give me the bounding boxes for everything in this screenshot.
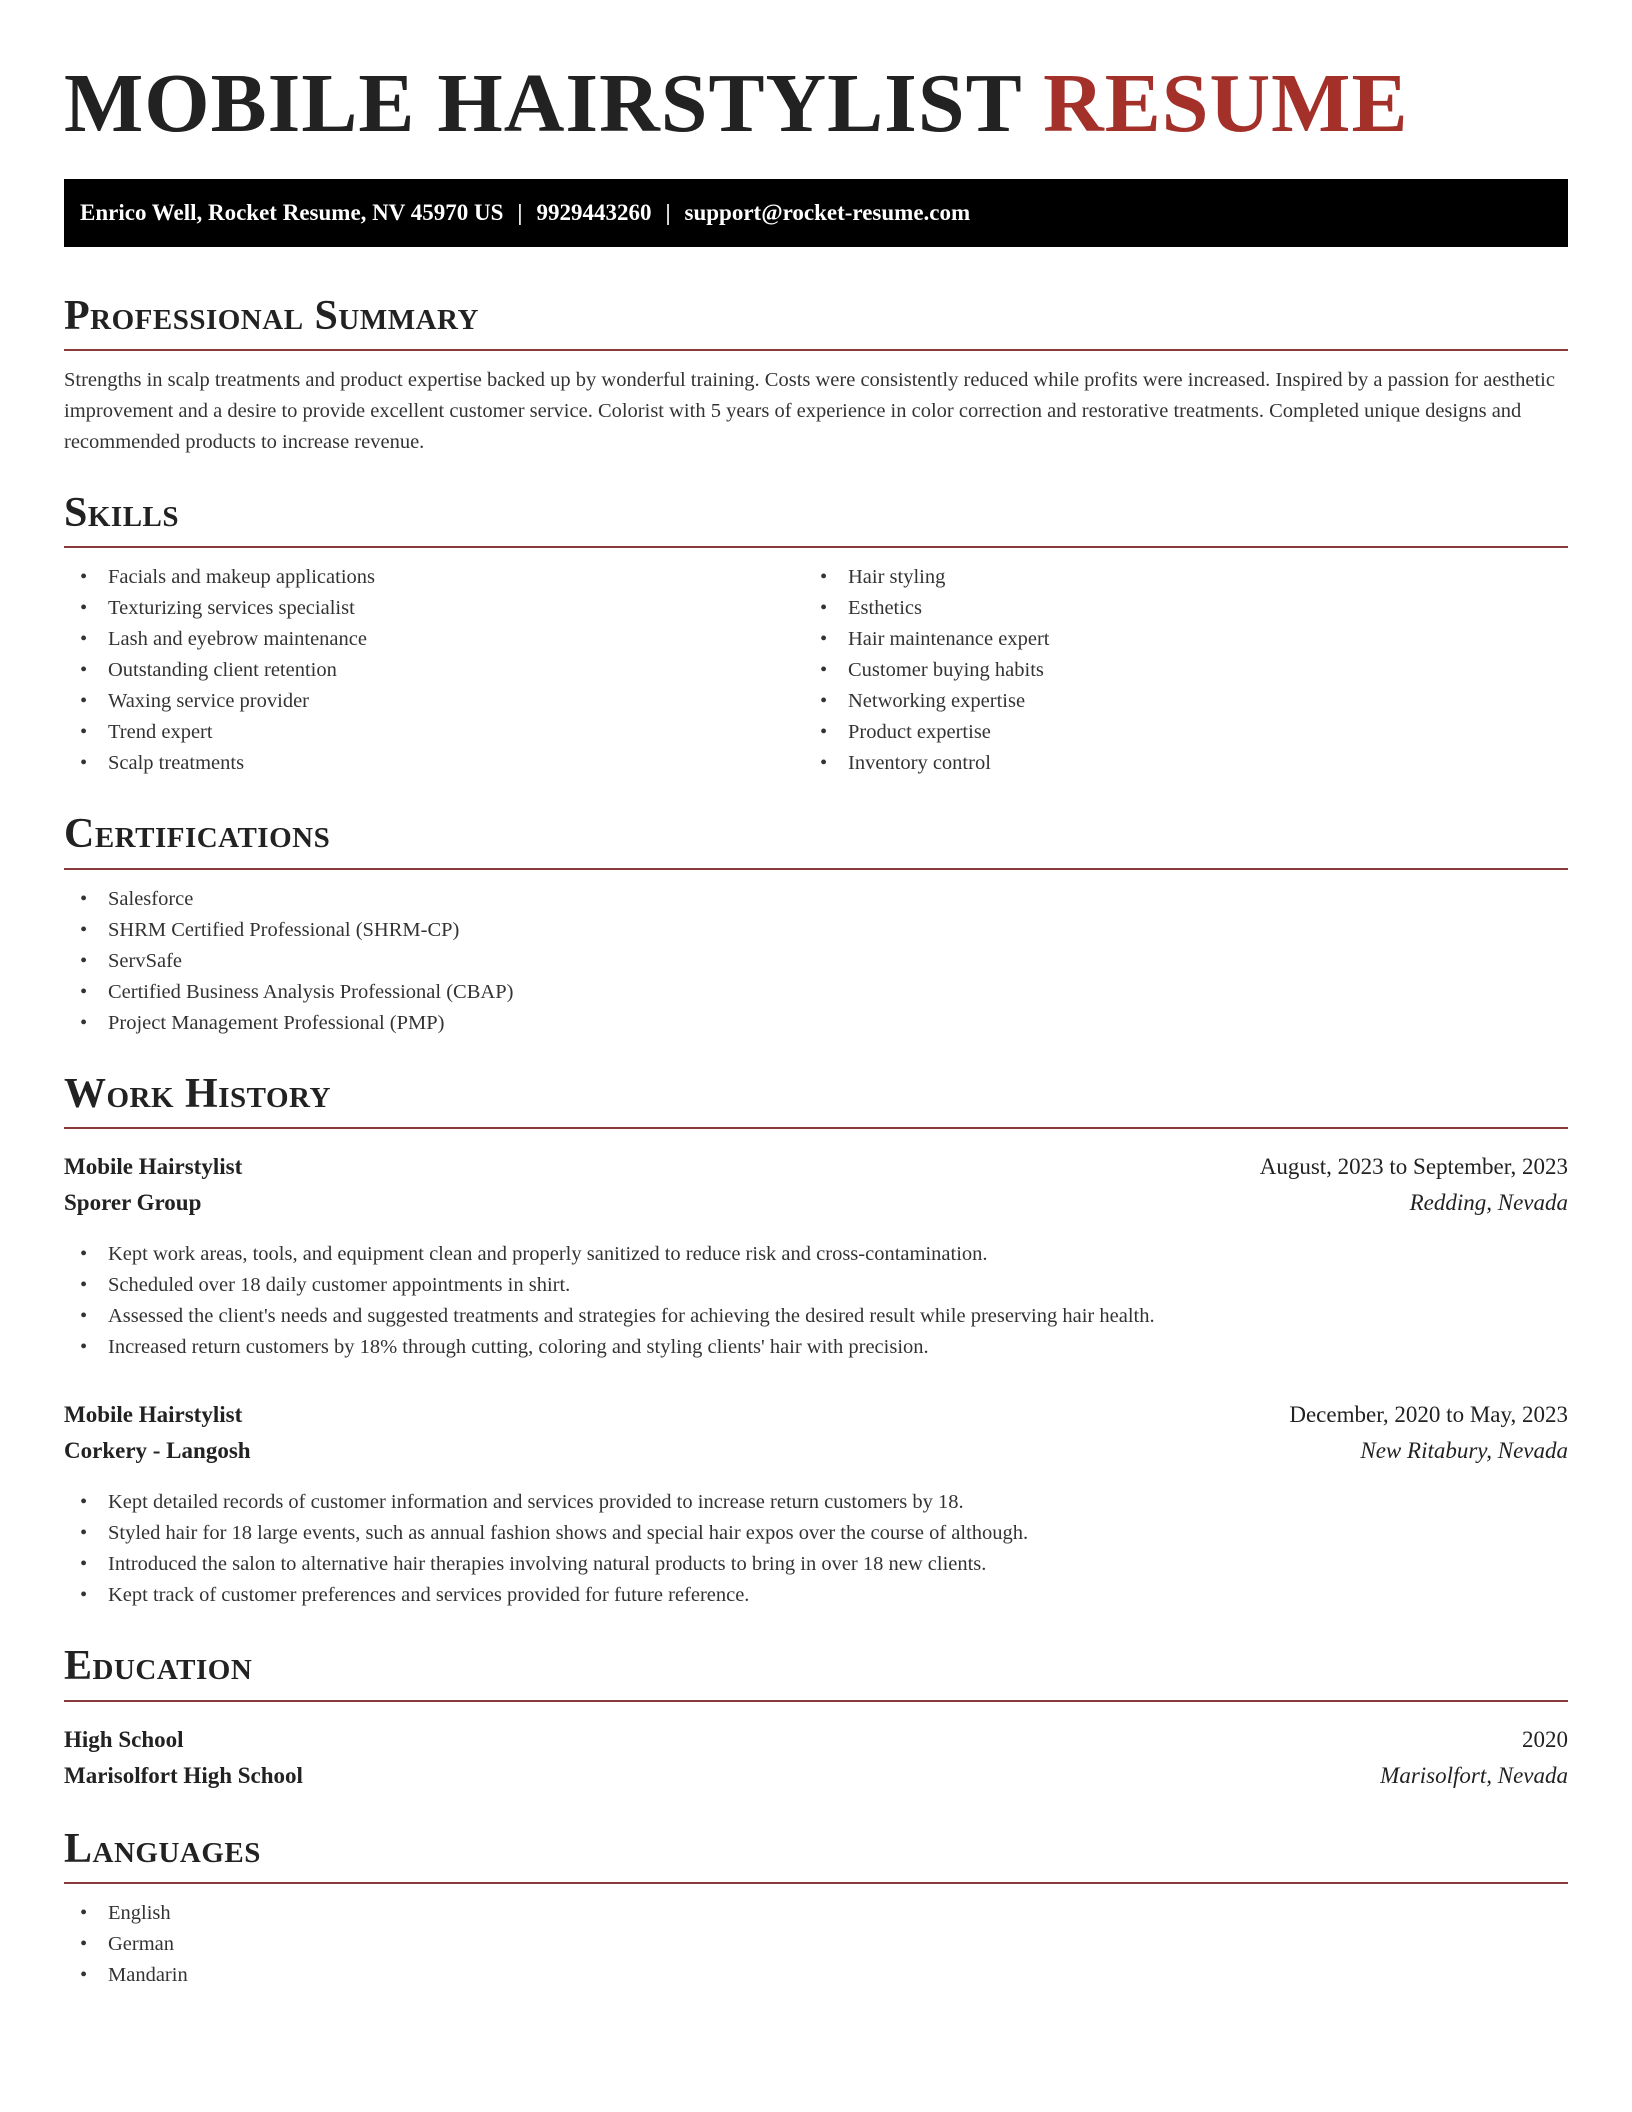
skills-list-left bbox=[64, 562, 804, 779]
job-location: Redding, Nevada bbox=[1409, 1190, 1568, 1216]
skill-item: • Facials and makeup applications bbox=[64, 562, 804, 593]
job-title-row bbox=[64, 1397, 1568, 1433]
skill-item: • Networking expertise bbox=[804, 686, 1544, 717]
certifications-list bbox=[64, 884, 1568, 1039]
skill-item: • Trend expert bbox=[64, 717, 804, 748]
skill-item: • Hair maintenance expert bbox=[804, 624, 1544, 655]
job-bullet: • Styled hair for 18 large events, such as annual fashion shows and special hair expos over the course of although. bbox=[64, 1518, 1568, 1549]
section-heading: Certifications bbox=[64, 809, 1568, 869]
education-section bbox=[64, 1641, 1568, 1793]
skill-item: • Esthetics bbox=[804, 593, 1544, 624]
job-bullet: • Kept detailed records of customer information and services provided to increase return customers by 18. bbox=[64, 1487, 1568, 1518]
resume-title bbox=[64, 56, 1568, 153]
skill-item: • Lash and eyebrow maintenance bbox=[64, 624, 804, 655]
job-entry bbox=[64, 1397, 1568, 1611]
job-company: Sporer Group bbox=[64, 1190, 202, 1216]
work-history-section bbox=[64, 1069, 1568, 1611]
job-company-row bbox=[64, 1185, 1568, 1221]
contact-email: support@rocket-resume.com bbox=[684, 199, 971, 225]
skill-item: • Hair styling bbox=[804, 562, 1544, 593]
education-school: Marisolfort High School bbox=[64, 1762, 303, 1788]
education-year: 2020 bbox=[1522, 1726, 1568, 1752]
skill-item: • Scalp treatments bbox=[64, 748, 804, 779]
skill-item: • Waxing service provider bbox=[64, 686, 804, 717]
languages-list bbox=[64, 1898, 1568, 1991]
certifications-section bbox=[64, 809, 1568, 1038]
education-entry bbox=[64, 1722, 1568, 1794]
section-heading: Languages bbox=[64, 1824, 1568, 1884]
section-heading: Education bbox=[64, 1641, 1568, 1701]
certification-item: • ServSafe bbox=[64, 946, 1568, 977]
job-title: Mobile Hairstylist bbox=[64, 1154, 243, 1180]
title-main: MOBILE HAIRSTYLIST bbox=[64, 57, 1022, 150]
certification-item: • Project Management Professional (PMP) bbox=[64, 1008, 1568, 1039]
certification-item: • SHRM Certified Professional (SHRM-CP) bbox=[64, 915, 1568, 946]
job-title: Mobile Hairstylist bbox=[64, 1402, 243, 1428]
skill-item: • Product expertise bbox=[804, 717, 1544, 748]
job-title-row bbox=[64, 1149, 1568, 1185]
job-company-row bbox=[64, 1433, 1568, 1469]
contact-separator: | bbox=[517, 199, 523, 225]
job-dates: August, 2023 to September, 2023 bbox=[1259, 1154, 1568, 1180]
education-location: Marisolfort, Nevada bbox=[1380, 1762, 1568, 1788]
education-degree: High School bbox=[64, 1726, 184, 1752]
job-location: New Ritabury, Nevada bbox=[1360, 1438, 1568, 1464]
education-school-row bbox=[64, 1758, 1568, 1794]
language-item: • German bbox=[64, 1929, 1568, 1960]
job-bullet: • Increased return customers by 18% through cutting, coloring and styling clients' hair with precision. bbox=[64, 1332, 1568, 1363]
skill-item: • Customer buying habits bbox=[804, 655, 1544, 686]
summary-text: Strengths in scalp treatments and product expertise backed up by wonderful training. Costs were consistently reduced while profits were increased. Inspired by a passion for aesthetic improvement and a desire to provide excellent customer service. Colorist with 5 years of experience in color correction and restorative treatments. Completed unique designs and recommended products to increase revenue. bbox=[64, 368, 1555, 453]
job-company: Corkery - Langosh bbox=[64, 1438, 251, 1464]
job-bullets bbox=[64, 1239, 1568, 1363]
section-heading: Skills bbox=[64, 488, 1568, 548]
job-bullet: • Kept track of customer preferences and services provided for future reference. bbox=[64, 1580, 1568, 1611]
languages-section bbox=[64, 1824, 1568, 1991]
section-heading: Professional Summary bbox=[64, 291, 1568, 351]
job-entry bbox=[64, 1149, 1568, 1363]
job-bullet: • Introduced the salon to alternative hair therapies involving natural products to bring in over 18 new clients. bbox=[64, 1549, 1568, 1580]
job-bullet: • Scheduled over 18 daily customer appointments in shirt. bbox=[64, 1270, 1568, 1301]
job-bullet: • Assessed the client's needs and suggested treatments and strategies for achieving the desired result while preserving hair health. bbox=[64, 1301, 1568, 1332]
contact-phone: 9929443260 bbox=[536, 199, 652, 225]
contact-bar bbox=[64, 179, 1568, 247]
skill-item: • Texturizing services specialist bbox=[64, 593, 804, 624]
language-item: • English bbox=[64, 1898, 1568, 1929]
skills-section bbox=[64, 488, 1568, 779]
skill-item: • Outstanding client retention bbox=[64, 655, 804, 686]
certification-item: • Certified Business Analysis Professional (CBAP) bbox=[64, 977, 1568, 1008]
section-heading: Work History bbox=[64, 1069, 1568, 1129]
skills-grid bbox=[64, 562, 1568, 779]
certification-item: • Salesforce bbox=[64, 884, 1568, 915]
language-item: • Mandarin bbox=[64, 1960, 1568, 1991]
education-degree-row bbox=[64, 1722, 1568, 1758]
job-dates: December, 2020 to May, 2023 bbox=[1289, 1402, 1568, 1428]
job-bullet: • Kept work areas, tools, and equipment clean and properly sanitized to reduce risk and cross-contamination. bbox=[64, 1239, 1568, 1270]
contact-address: Enrico Well, Rocket Resume, NV 45970 US bbox=[80, 199, 504, 225]
contact-separator: | bbox=[665, 199, 671, 225]
skills-list-right bbox=[804, 562, 1544, 779]
title-accent: RESUME bbox=[1043, 57, 1409, 150]
summary-section bbox=[64, 291, 1568, 458]
job-bullets bbox=[64, 1487, 1568, 1611]
skill-item: • Inventory control bbox=[804, 748, 1544, 779]
